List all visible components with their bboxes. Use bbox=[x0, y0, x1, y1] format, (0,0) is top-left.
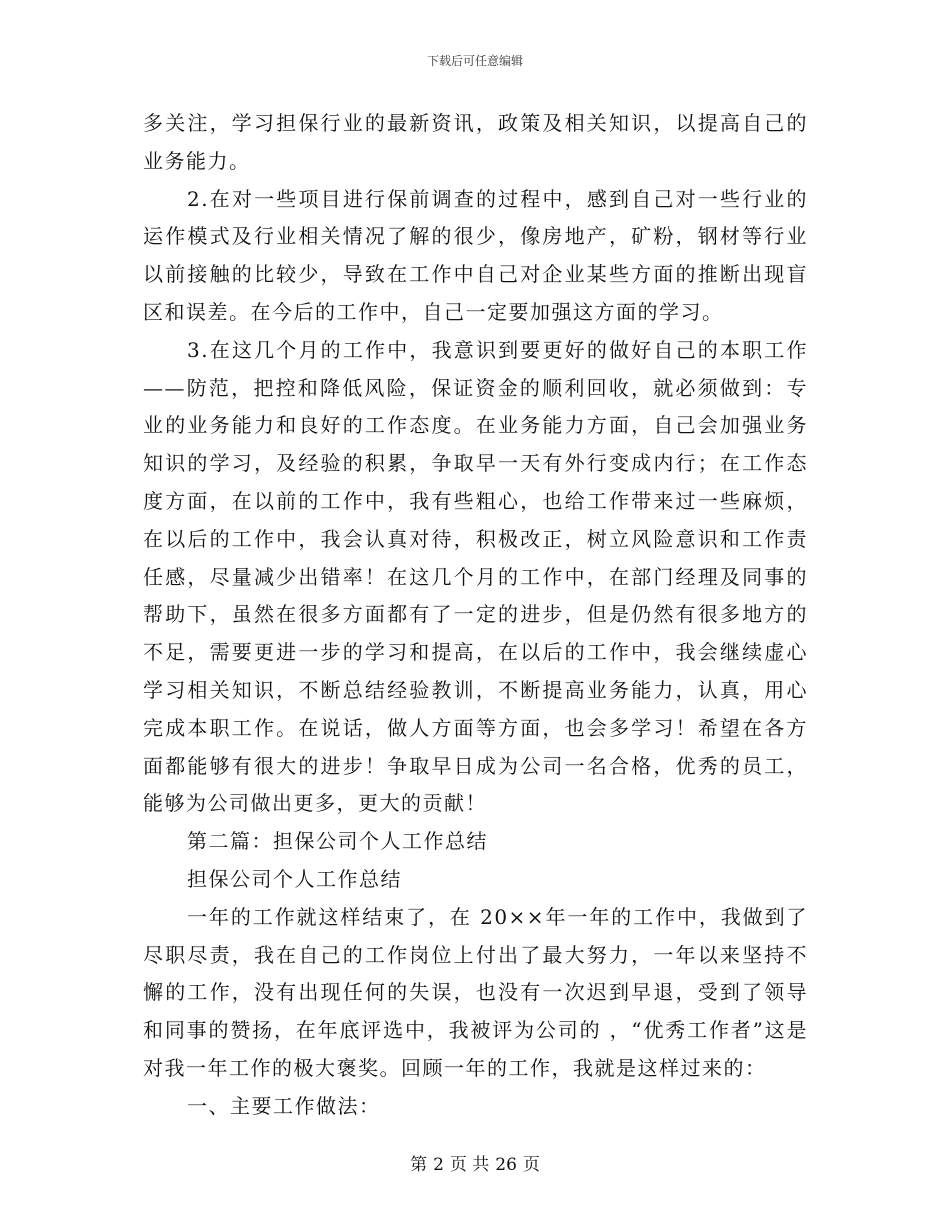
footer-prefix: 第 bbox=[410, 1155, 428, 1175]
footer-suffix: 页 bbox=[522, 1155, 540, 1175]
paragraph-item-2: 2.在对一些项目进行保前调查的过程中，感到自己对一些行业的运作模式及行业相关情况了解的很少，像房地产，矿粉，钢材等行业以前接触的比较少，导致在工作中自己对企业某些方面的推断出现盲区和误差。在今后的工作中，自己一定要加强这方面的学习。 bbox=[143, 186, 808, 324]
article-title: 担保公司个人工作总结 bbox=[187, 866, 402, 891]
paragraph-item-3: 3.在这几个月的工作中，我意识到要更好的做好自己的本职工作——防范，把控和降低风险，保证资金的顺利回收，就必须做到：专业的业务能力和良好的工作态度。在业务能力方面，自己会加强业务知识的学习，及经验的积累，争取早一天有外行变成内行；在工作态度方面，在以前的工作中，我有些粗心，也给工作带来过一些麻烦，在以后的工作中，我会认真对待，积极改正，树立风险意识和工作责任感，尽量减少出错率！在这几个月的工作中，在部门经理及同事的帮助下，虽然在很多方面都有了一定的进步，但是仍然有很多地方的不足，需要更进一步的学习和提高，在以后的工作中，我会继续虚心学习相关知识，不断总结经验教训，不断提高业务能力，认真，用心完成本职工作。在说话，做人方面等方面，也会多学习！希望在各方面都能够有很大的进步！争取早日成为公司一名合格，优秀的员工，能够为公司做出更多，更大的贡献！ bbox=[143, 337, 808, 816]
footer-middle: 页 共 bbox=[449, 1155, 490, 1175]
paragraph-intro: 一年的工作就这样结束了，在 20××年一年的工作中，我做到了尽职尽责，我在自己的工作岗位上付出了最大努力，一年以来坚持不懈的工作，没有出现任何的失误，也没有一次迟到早退，受到了领导和同事的赞扬，在年底评选中，我被评为公司的 ，“优秀工作者”这是对我一年工作的极大褒奖。回顾一年的工作，我就是这样过来的： bbox=[143, 904, 808, 1080]
page-total: 26 bbox=[495, 1155, 517, 1175]
document-body bbox=[143, 105, 808, 1126]
subsection-heading: 一、主要工作做法： bbox=[187, 1093, 381, 1118]
page-footer bbox=[0, 1154, 950, 1176]
page-number: 2 bbox=[433, 1155, 444, 1175]
paragraph-continued: 多关注，学习担保行业的最新资讯，政策及相关知识，以提高自己的业务能力。 bbox=[143, 111, 808, 173]
page-header: 下载后可任意编辑 bbox=[426, 54, 523, 68]
section-heading: 第二篇：担保公司个人工作总结 bbox=[187, 829, 488, 854]
